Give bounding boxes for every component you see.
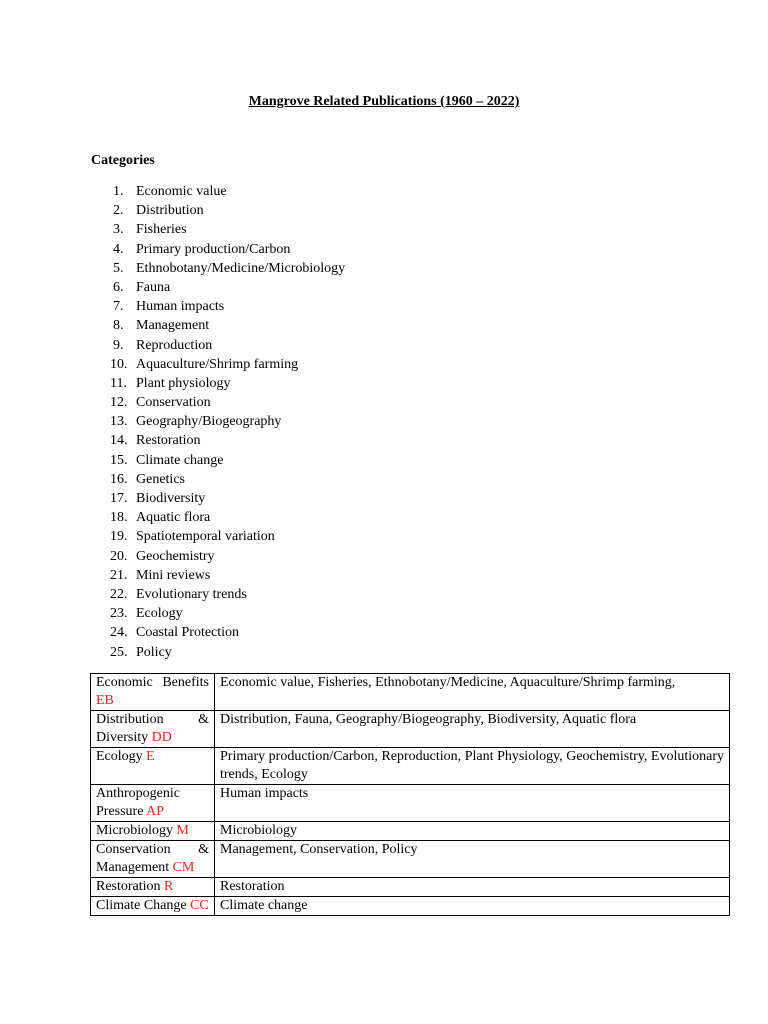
list-item-label: Aquatic flora: [136, 510, 211, 526]
list-item-label: Biodiversity: [136, 491, 206, 506]
list-item-label: Mini reviews: [136, 567, 211, 583]
list-item-label: Geochemistry: [136, 548, 215, 564]
table-row: [91, 748, 730, 785]
group-name: Climate Change: [96, 898, 187, 913]
group-code: EB: [96, 693, 114, 708]
group-name-cell: [91, 785, 215, 822]
table-row: [91, 674, 730, 711]
group-code: R: [164, 879, 174, 894]
group-name: Conservation & Management: [96, 842, 209, 875]
table-row: [91, 897, 730, 916]
group-name: Restoration: [96, 879, 161, 894]
group-name: Ecology: [96, 749, 143, 764]
list-item-label: Spatiotemporal variation: [136, 529, 275, 545]
group-name: Distribution & Diversity: [96, 712, 209, 745]
list-item-label: Plant physiology: [136, 375, 231, 391]
list-item-label: Genetics: [136, 471, 185, 487]
list-item-label: Human impacts: [136, 299, 225, 315]
group-name: Microbiology: [96, 823, 173, 838]
group-members-cell: Distribution, Fauna, Geography/Biogeography, Biodiversity, Aquatic flora: [215, 711, 730, 748]
list-item-label: Reproduction: [136, 337, 213, 353]
list-item-label: Fisheries: [136, 222, 187, 238]
list-item-label: Conservation: [136, 395, 211, 411]
categories-heading: Categories: [91, 153, 155, 168]
group-name-cell: [91, 897, 215, 916]
table-row: [91, 878, 730, 897]
group-name-cell: [91, 748, 215, 785]
group-members-cell: Microbiology: [215, 822, 730, 841]
group-name-cell: [91, 711, 215, 748]
group-name-cell: [91, 841, 215, 878]
list-item-label: Coastal Protection: [136, 625, 240, 641]
group-code: E: [146, 749, 155, 764]
list-item-label: Geography/Biogeography: [136, 414, 282, 430]
table-row: [91, 785, 730, 822]
group-code: CC: [190, 898, 209, 913]
table-row: [91, 841, 730, 878]
group-code: DD: [151, 730, 172, 745]
list-item-label: Economic value: [136, 184, 227, 199]
list-item-label: Primary production/Carbon: [136, 241, 291, 257]
group-members-cell: Climate change: [215, 897, 730, 916]
list-item-label: Management: [136, 318, 210, 334]
group-name: Economic Benefits: [96, 675, 209, 690]
list-item-label: Aquaculture/Shrimp farming: [136, 356, 299, 372]
group-name: Anthropogenic Pressure: [96, 786, 180, 819]
group-members-cell: Management, Conservation, Policy: [215, 841, 730, 878]
list-item-label: Restoration: [136, 433, 201, 449]
group-code: M: [176, 823, 189, 838]
group-members-cell: Human impacts: [215, 785, 730, 822]
group-code: CM: [172, 860, 195, 875]
category-groups-table: [90, 673, 730, 916]
list-item-label: Evolutionary trends: [136, 586, 247, 602]
list-item-label: Distribution: [136, 203, 204, 219]
list-item-label: Ethnobotany/Medicine/Microbiology: [136, 260, 346, 276]
page-title: Mangrove Related Publications (1960 – 2022): [248, 94, 520, 109]
list-item-label: Climate change: [136, 452, 224, 468]
list-item-label: Ecology: [136, 606, 183, 622]
table-row: [91, 822, 730, 841]
group-name-cell: [91, 878, 215, 897]
group-members-cell: Primary production/Carbon, Reproduction, Plant Physiology, Geochemistry, Evolutionary trends, Ecology: [215, 748, 730, 785]
list-item-label: Fauna: [136, 279, 171, 295]
group-members-cell: Restoration: [215, 878, 730, 897]
table-row: [91, 711, 730, 748]
group-members-cell: Economic value, Fisheries, Ethnobotany/Medicine, Aquaculture/Shrimp farming,: [215, 674, 730, 711]
group-name-cell: [91, 674, 215, 711]
group-name-cell: [91, 822, 215, 841]
list-item-label: Policy: [136, 644, 172, 660]
group-code: AP: [146, 804, 165, 819]
